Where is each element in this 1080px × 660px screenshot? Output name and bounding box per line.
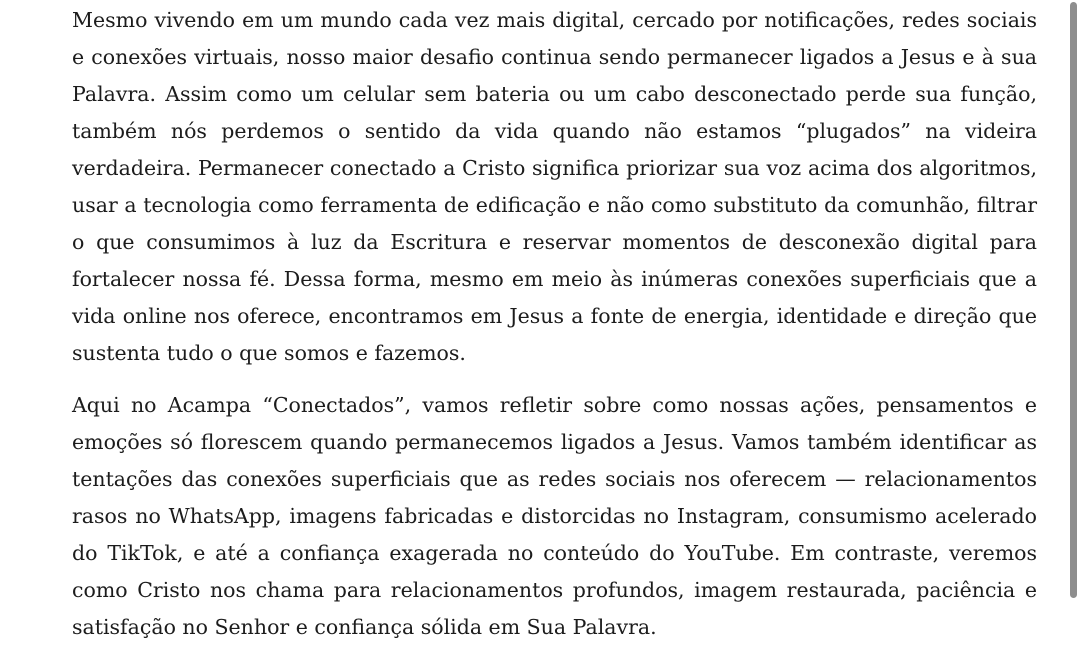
document-body <box>72 2 1037 646</box>
paragraph-1: Mesmo vivendo em um mundo cada vez mais digital, cercado por notificações, redes sociais e conexões virtuais, nosso maior desafio continua sendo permanecer ligados a Jesus e à sua Palavra. Assim como um celular sem bateria ou um cabo desconectado perde sua função, também nós perdemos o sentido da vida quando não estamos “plugados” na videira verdadeira. Permanecer conectado a Cristo significa priorizar sua voz acima dos algoritmos, usar a tecnologia como ferramenta de edificação e não como substituto da comunhão, filtrar o que consumimos à luz da Escritura e reservar momentos de desconexão digital para fortalecer nossa fé. Dessa forma, mesmo em meio às inúmeras conexões superficiais que a vida online nos oferece, encontramos em Jesus a fonte de energia, identidade e direção que sustenta tudo o que somos e fazemos. <box>72 8 1037 365</box>
paragraph-2: Aqui no Acampa “Conectados”, vamos refletir sobre como nossas ações, pensamentos e emoções só florescem quando permanecemos ligados a Jesus. Vamos também identificar as tentações das conexões superficiais que as redes sociais nos oferecem — relacionamentos rasos no WhatsApp, imagens fabricadas e distorcidas no Instagram, consumismo acelerado do TikTok, e até a confiança exagerada no conteúdo do YouTube. Em contraste, veremos como Cristo nos chama para relacionamentos profundos, imagem restaurada, paciência e satisfação no Senhor e confiança sólida em Sua Palavra. <box>72 393 1037 639</box>
scrollbar-thumb[interactable] <box>1070 2 1077 598</box>
vertical-scrollbar[interactable] <box>1066 0 1080 660</box>
